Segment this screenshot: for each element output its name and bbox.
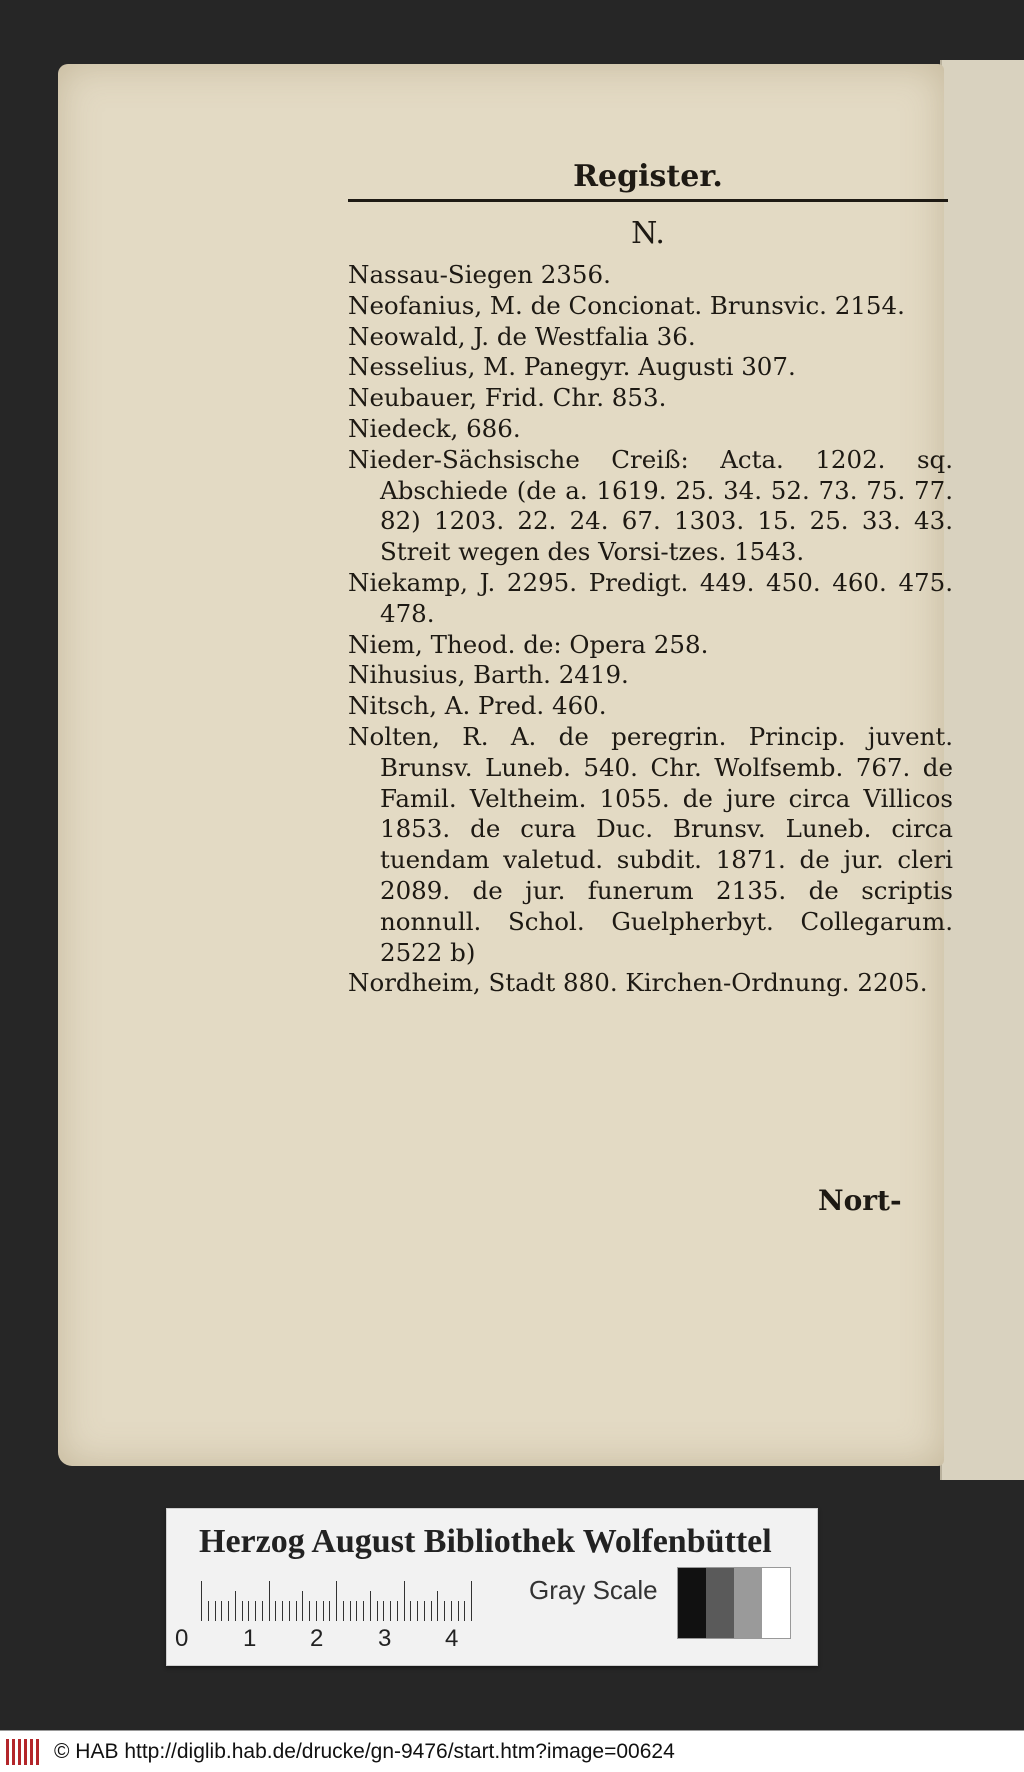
ruler-tick bbox=[397, 1601, 398, 1621]
ruler-tick bbox=[296, 1601, 297, 1621]
ruler-tick bbox=[282, 1601, 283, 1621]
ruler-tick bbox=[289, 1601, 290, 1621]
ruler-tick bbox=[221, 1601, 222, 1621]
register-entry: Neofanius, M. de Concionat. Brunsvic. 2154. bbox=[348, 290, 905, 320]
ruler-tick bbox=[437, 1591, 438, 1621]
ruler-number: 3 bbox=[378, 1625, 392, 1652]
register-entry: Niekamp, J. 2295. Predigt. 449. 450. 460. 475. 478. bbox=[348, 567, 953, 628]
ruler-tick bbox=[458, 1601, 459, 1621]
page-header: Register. bbox=[573, 159, 723, 194]
ruler-tick bbox=[242, 1601, 243, 1621]
register-entry: Nordheim, Stadt 880. Kirchen-Ordnung. 2205. bbox=[348, 968, 928, 998]
ruler-tick bbox=[350, 1601, 351, 1621]
viewer-footer bbox=[0, 1730, 1024, 1772]
register-entry: Nassau-Siegen 2356. bbox=[348, 260, 611, 289]
hab-logo-icon bbox=[6, 1738, 46, 1766]
ruler-number: 2 bbox=[310, 1625, 324, 1652]
ruler-tick bbox=[356, 1601, 357, 1621]
library-name: Herzog August Bibliothek Wolfenbüttel bbox=[199, 1523, 772, 1560]
ruler-tick bbox=[343, 1601, 344, 1621]
ruler-tick bbox=[404, 1581, 405, 1621]
gray-swatch bbox=[706, 1568, 734, 1638]
ruler-number: 4 bbox=[445, 1625, 459, 1652]
measurement-ruler bbox=[201, 1581, 501, 1621]
copyright-link[interactable]: © HAB http://diglib.hab.de/drucke/gn-9476/start.htm?image=00624 bbox=[54, 1739, 675, 1763]
ruler-tick bbox=[329, 1601, 330, 1621]
register-entries bbox=[348, 260, 953, 999]
ruler-tick bbox=[417, 1601, 418, 1621]
register-entry: Niedeck, 686. bbox=[348, 413, 521, 443]
ruler-tick bbox=[336, 1581, 337, 1621]
ruler-tick bbox=[269, 1581, 270, 1621]
ruler-tick bbox=[309, 1601, 310, 1621]
register-entry: Nihusius, Barth. 2419. bbox=[348, 660, 629, 690]
ruler-tick bbox=[363, 1601, 364, 1621]
ruler-number: 0 bbox=[175, 1625, 189, 1652]
catchword: Nort- bbox=[818, 1184, 902, 1217]
ruler-tick bbox=[464, 1601, 465, 1621]
gray-swatch bbox=[762, 1568, 790, 1638]
gray-swatch bbox=[678, 1568, 706, 1638]
ruler-tick bbox=[235, 1591, 236, 1621]
section-letter: N. bbox=[631, 216, 665, 251]
ruler-tick bbox=[410, 1601, 411, 1621]
gray-scale-swatches bbox=[677, 1567, 791, 1639]
register-entry: Neowald, J. de Westfalia 36. bbox=[348, 321, 696, 351]
ruler-tick bbox=[316, 1601, 317, 1621]
register-entry: Nitsch, A. Pred. 460. bbox=[348, 691, 607, 721]
ruler-tick bbox=[471, 1581, 472, 1621]
ruler-tick bbox=[370, 1591, 371, 1621]
ruler-tick bbox=[275, 1601, 276, 1621]
color-target-card bbox=[166, 1508, 818, 1666]
book-page bbox=[58, 64, 953, 1466]
gray-scale-label: Gray Scale bbox=[529, 1575, 658, 1605]
register-entry: Nieder-Sächsische Creiß: Acta. 1202. sq. Abschiede (de a. 1619. 25. 34. 52. 73. 75. 77. 82) 1203. 22. 24. 67. 1303. 15. 25. 33. 43. Streit wegen des Vorsi-tzes. 1543. bbox=[348, 444, 953, 567]
ruler-tick bbox=[431, 1601, 432, 1621]
header-rule bbox=[348, 199, 948, 202]
ruler-tick bbox=[451, 1601, 452, 1621]
register-entry: Neubauer, Frid. Chr. 853. bbox=[348, 383, 667, 413]
register-entry: Nesselius, M. Panegyr. Augusti 307. bbox=[348, 352, 796, 382]
ruler-tick bbox=[377, 1601, 378, 1621]
ruler-tick bbox=[323, 1601, 324, 1621]
ruler-tick bbox=[262, 1601, 263, 1621]
ruler-tick bbox=[228, 1601, 229, 1621]
register-entry: Niem, Theod. de: Opera 258. bbox=[348, 629, 709, 659]
ruler-number: 1 bbox=[243, 1625, 257, 1652]
ruler-tick bbox=[383, 1601, 384, 1621]
ruler-tick bbox=[302, 1591, 303, 1621]
gray-swatch bbox=[734, 1568, 762, 1638]
ruler-tick bbox=[215, 1601, 216, 1621]
ruler-tick bbox=[444, 1601, 445, 1621]
ruler-tick bbox=[390, 1601, 391, 1621]
ruler-tick bbox=[201, 1581, 202, 1621]
ruler-tick bbox=[424, 1601, 425, 1621]
ruler-tick bbox=[248, 1601, 249, 1621]
ruler-tick bbox=[208, 1601, 209, 1621]
register-entry: Nolten, R. A. de peregrin. Princip. juvent. Brunsv. Luneb. 540. Chr. Wolfsemb. 767. de Famil. Veltheim. 1055. de jure circa Villicos 1853. de cura Duc. Brunsv. Luneb. circa tuendam valetud. subdit. 1871. de jur. cleri 2089. de jur. funerum 2135. de scriptis nonnull. Schol. Guelpherbyt. Collegarum. 2522 b) bbox=[348, 721, 953, 967]
ruler-tick bbox=[255, 1601, 256, 1621]
